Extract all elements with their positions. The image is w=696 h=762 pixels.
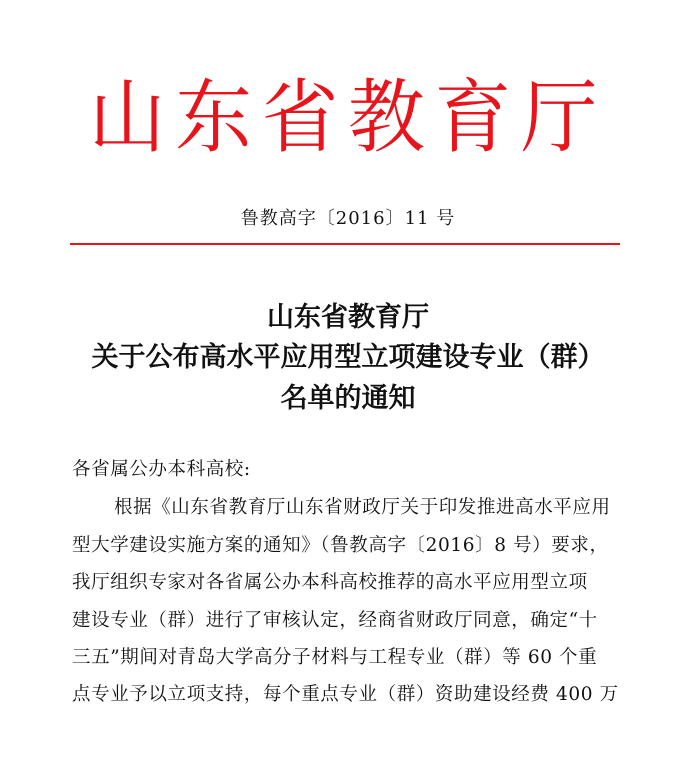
body-text-line: 点专业予以立项支持，每个重点专业（群）资助建设经费 400 万 (72, 684, 619, 705)
document-number: 鲁教高字〔2016〕11 号 (240, 208, 456, 229)
issuing-organization-header: 山东省教育厅 (88, 71, 608, 164)
red-divider-line (70, 243, 620, 245)
title-line-1: 山东省教育厅 (267, 302, 429, 333)
salutation: 各省属公办本科高校: (72, 459, 251, 480)
body-text-line: 三五”期间对青岛大学高分子材料与工程专业（群）等 60 个重 (72, 647, 598, 668)
body-text-line: 型大学建设实施方案的通知》（鲁教高字〔2016〕8 号）要求， (72, 535, 609, 556)
body-text-line: 我厅组织专家对各省属公办本科高校推荐的高水平应用型立项 (72, 572, 588, 593)
body-text-line: 根据《山东省教育厅山东省财政厅关于印发推进高水平应用 (114, 497, 611, 518)
body-text-line: 建设专业（群）进行了审核认定，经商省财政厅同意，确定“十 (72, 610, 598, 631)
title-line-3: 名单的通知 (280, 383, 416, 414)
title-line-2: 关于公布高水平应用型立项建设专业（群） (91, 342, 605, 373)
